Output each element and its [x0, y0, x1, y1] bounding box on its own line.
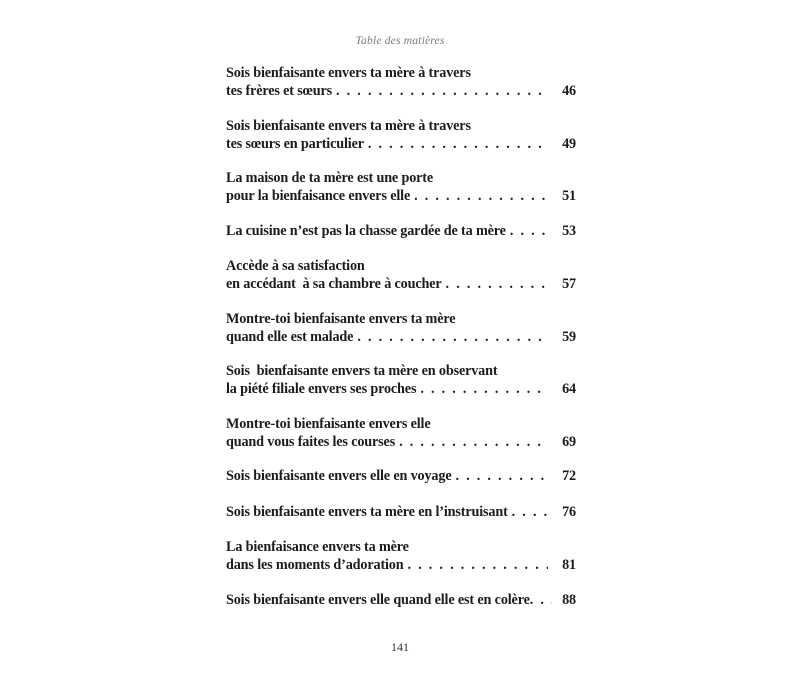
toc-entry [226, 415, 576, 463]
toc-page-number: 46 [562, 83, 576, 99]
toc-entry-title-line-2: quand elle est malade [226, 328, 354, 345]
toc-entry-title-line-2: en accédant à sa chambre à coucher [226, 276, 442, 292]
toc-entry [226, 467, 576, 498]
dot-leader [530, 591, 552, 609]
toc-page-number: 81 [562, 557, 576, 573]
toc-entry-title-line-2: pour la bienfaisance envers elle [226, 188, 411, 204]
dot-leader [446, 275, 548, 293]
toc-entry-title-line-2: tes frères et sœurs [226, 83, 333, 99]
dot-leader [512, 503, 548, 521]
page-number: 141 [391, 640, 409, 654]
dot-leader [336, 82, 548, 100]
dot-leader [510, 222, 548, 240]
toc-entry-title-line-1: Sois bienfaisante envers ta mère à travers [226, 65, 471, 81]
toc-entry-last-line [226, 135, 576, 153]
toc-page-number: 76 [562, 503, 576, 520]
toc-entry-last-line [226, 591, 576, 609]
toc-entry-last-line [226, 503, 576, 521]
table-of-contents [226, 64, 576, 626]
toc-page-number: 64 [562, 381, 576, 397]
toc-entry-last-line [226, 556, 576, 574]
toc-entry-last-line [226, 380, 576, 398]
toc-entry [226, 222, 576, 253]
dot-leader [414, 187, 548, 205]
dot-leader [357, 328, 548, 346]
toc-entry-title-line-2: tes sœurs en particulier [226, 135, 364, 152]
toc-entry-last-line [226, 82, 576, 100]
dot-leader [408, 556, 549, 574]
toc-entry-last-line [226, 433, 576, 451]
toc-entry-last-line [226, 187, 576, 205]
dot-leader [368, 135, 548, 153]
toc-entry-last-line [226, 467, 576, 485]
toc-entry-title: Sois bienfaisante envers elle en voyage [226, 468, 452, 484]
toc-entry-title-line-1: Montre-toi bienfaisante envers ta mère [226, 310, 456, 327]
toc-page-number: 49 [562, 135, 576, 152]
toc-entry [226, 257, 576, 305]
toc-entry-last-line [226, 275, 576, 293]
toc-entry [226, 362, 576, 410]
toc-entry-title-line-2: la piété filiale envers ses proches [226, 381, 417, 397]
toc-page-number: 69 [562, 433, 576, 450]
dot-leader [455, 467, 548, 485]
toc-entry [226, 64, 576, 112]
toc-entry-title: Sois bienfaisante envers ta mère en l’instruisant [226, 503, 508, 520]
toc-entry [226, 538, 576, 586]
toc-entry-title-line-1: Sois bienfaisante envers ta mère à travers [226, 117, 471, 134]
toc-entry-last-line [226, 328, 576, 346]
toc-entry-title-line-1: Accède à sa satisfaction [226, 258, 365, 274]
toc-entry-title-line-1: La maison de ta mère est une porte [226, 170, 434, 186]
toc-page-number: 57 [562, 276, 576, 292]
toc-entry [226, 591, 576, 622]
toc-entry-title-line-1: La bienfaisance envers ta mère [226, 539, 409, 555]
toc-page-number: 72 [562, 468, 576, 484]
dot-leader [420, 380, 548, 398]
toc-entry-title-line-2: quand vous faites les courses [226, 433, 396, 450]
toc-entry-title-line-1: Sois bienfaisante envers ta mère en observant [226, 363, 498, 379]
dot-leader [399, 433, 548, 451]
running-head: Table des matières [355, 35, 445, 47]
toc-entry [226, 169, 576, 217]
toc-entry-title-line-2: dans les moments d’adoration [226, 557, 404, 573]
toc-entry-title-line-1: Montre-toi bienfaisante envers elle [226, 415, 431, 432]
toc-page-number: 53 [562, 222, 576, 239]
toc-entry [226, 310, 576, 358]
toc-entry [226, 503, 576, 534]
toc-page-number: 59 [562, 328, 576, 345]
toc-entry [226, 117, 576, 165]
toc-entry-title: La cuisine n’est pas la chasse gardée de ta mère [226, 222, 506, 239]
toc-entry-title: Sois bienfaisante envers elle quand elle est en colère [226, 591, 530, 608]
toc-entry-last-line [226, 222, 576, 240]
toc-page-number: 88 [562, 591, 576, 608]
toc-page-number: 51 [562, 188, 576, 204]
